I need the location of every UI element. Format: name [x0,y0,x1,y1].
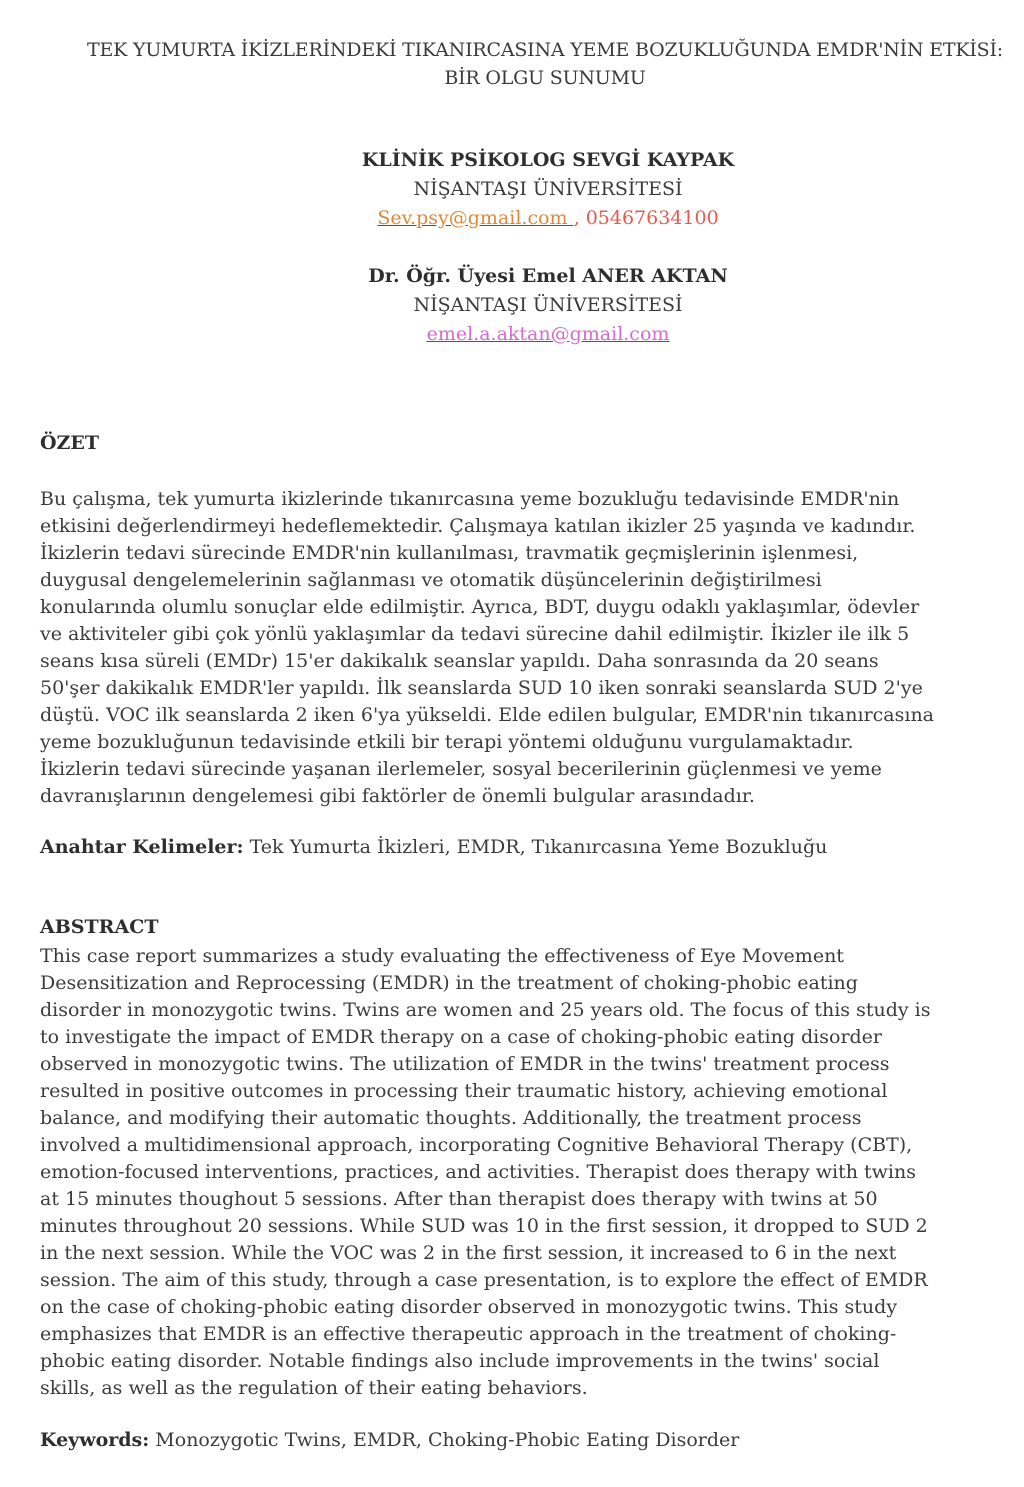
ozet-line: duygusal dengelemelerinin sağlanması ve otomatik düşüncelerinin değiştirilmesi [40,569,822,591]
keywords-label: Anahtar Kelimeler: [40,836,244,858]
abstract-line: session. The aim of this study, through a case presentation, is to explore the effect of EMDR [40,1269,928,1291]
ozet-line: İkizlerin tedavi sürecinde EMDR'nin kullanılması, travmatik geçmişlerinin işlenmesi, [40,542,859,564]
author-email-link[interactable]: emel.a.aktan@gmail.com [426,323,670,345]
title-line: TEK YUMURTA İKİZLERİNDEKİ TIKANIRCASINA YEME BOZUKLUĞUNDA EMDR'NİN ETKİSİ: [87,39,1003,61]
abstract-line: minutes throughout 20 sessions. While SUD was 10 in the first session, it dropped to SUD 2 [40,1215,928,1237]
abstract-line: emphasizes that EMDR is an effective therapeutic approach in the treatment of choking- [40,1323,897,1345]
author-name: Dr. Öğr. Üyesi Emel ANER AKTAN [368,265,728,287]
ozet-line: etkisini değerlendirmeyi hedeflemektedir. Çalışmaya katılan ikizler 25 yaşında ve kadındır. [40,515,916,537]
abstract-heading: ABSTRACT [40,916,159,938]
ozet-line: Bu çalışma, tek yumurta ikizlerinde tıkanırcasına yeme bozukluğu tedavisinde EMDR'nin [40,488,900,510]
ozet-line: düştü. VOC ilk seanslarda 2 iken 6'ya yükseldi. Elde edilen bulgular, EMDR'nin tıkanırcasına [40,704,935,726]
ozet-line: davranışlarının dengelemesi gibi faktörler de önemli bulgular arasındadır. [40,785,755,807]
ozet-line: İkizlerin tedavi sürecinde yaşanan ilerlemeler, sosyal becerilerinin güçlenmesi ve yeme [40,758,882,780]
author-block [0,262,1024,349]
abstract-line: disorder in monozygotic twins. Twins are women and 25 years old. The focus of this study is [40,999,931,1021]
ozet-line: yeme bozukluğunun tedavisinde etkili bir terapi yöntemi olduğunu vurgulamaktadır. [40,731,854,753]
abstract-line: balance, and modifying their automatic thoughts. Additionally, the treatment process [40,1107,862,1129]
ozet-line: konularında olumlu sonuçlar elde edilmiştir. Ayrıca, BDT, duygu odaklı yaklaşımlar, ödevler [40,596,920,618]
author-affiliation: NİŞANTAŞI ÜNİVERSİTESİ [413,294,683,316]
abstract-line: observed in monozygotic twins. The utilization of EMDR in the twins' treatment process [40,1053,890,1075]
abstract-line: phobic eating disorder. Notable findings also include improvements in the twins' social [40,1350,880,1372]
abstract-line: on the case of choking-phobic eating disorder observed in monozygotic twins. This study [40,1296,898,1318]
keywords-label: Keywords: [40,1429,150,1451]
author-block [0,146,1024,233]
author-contact [0,320,1024,349]
abstract-line: Desensitization and Reprocessing (EMDR) in the treatment of choking-phobic eating [40,972,858,994]
author-email-link[interactable]: Sev.psy@gmail.com [377,207,574,229]
ozet-heading: ÖZET [40,432,100,454]
contact-separator: , [573,207,586,229]
abstract-line: skills, as well as the regulation of their eating behaviors. [40,1377,588,1399]
paper-title [0,36,1024,92]
ozet-line: seans kısa süreli (EMDr) 15'er dakikalık seanslar yapıldı. Daha sonrasında da 20 seans [40,650,879,672]
keywords-text: Monozygotic Twins, EMDR, Choking-Phobic Eating Disorder [149,1429,740,1451]
abstract-keywords [40,1429,739,1451]
abstract-body [40,943,1024,1402]
ozet-line: ve aktiviteler gibi çok yönlü yaklaşımlar da tedavi sürecine dahil edilmiştir. İkizler ile ilk 5 [40,623,910,645]
abstract-line: emotion-focused interventions, practices, and activities. Therapist does therapy with twins [40,1161,916,1183]
ozet-keywords [40,836,827,858]
abstract-line: involved a multidimensional approach, incorporating Cognitive Behavioral Therapy (CBT), [40,1134,913,1156]
author-phone: 05467634100 [585,207,719,229]
abstract-line: in the next session. While the VOC was 2 in the first session, it increased to 6 in the next [40,1242,897,1264]
abstract-line: to investigate the impact of EMDR therapy on a case of choking-phobic eating disorder [40,1026,883,1048]
abstract-line: resulted in positive outcomes in processing their traumatic history, achieving emotional [40,1080,888,1102]
ozet-body [40,486,1024,810]
title-line: BİR OLGU SUNUMU [444,67,646,89]
abstract-line: This case report summarizes a study evaluating the effectiveness of Eye Movement [40,945,844,967]
author-name: KLİNİK PSİKOLOG SEVGİ KAYPAK [361,149,735,171]
ozet-line: 50'şer dakikalık EMDR'ler yapıldı. İlk seanslarda SUD 10 iken sonraki seanslarda SUD 2'ye [40,677,923,699]
abstract-line: at 15 minutes thoughout 5 sessions. After than therapist does therapy with twins at 50 [40,1188,878,1210]
author-affiliation: NİŞANTAŞI ÜNİVERSİTESİ [413,178,683,200]
keywords-text: Tek Yumurta İkizleri, EMDR, Tıkanırcasına Yeme Bozukluğu [243,836,828,858]
author-contact [0,204,1024,233]
